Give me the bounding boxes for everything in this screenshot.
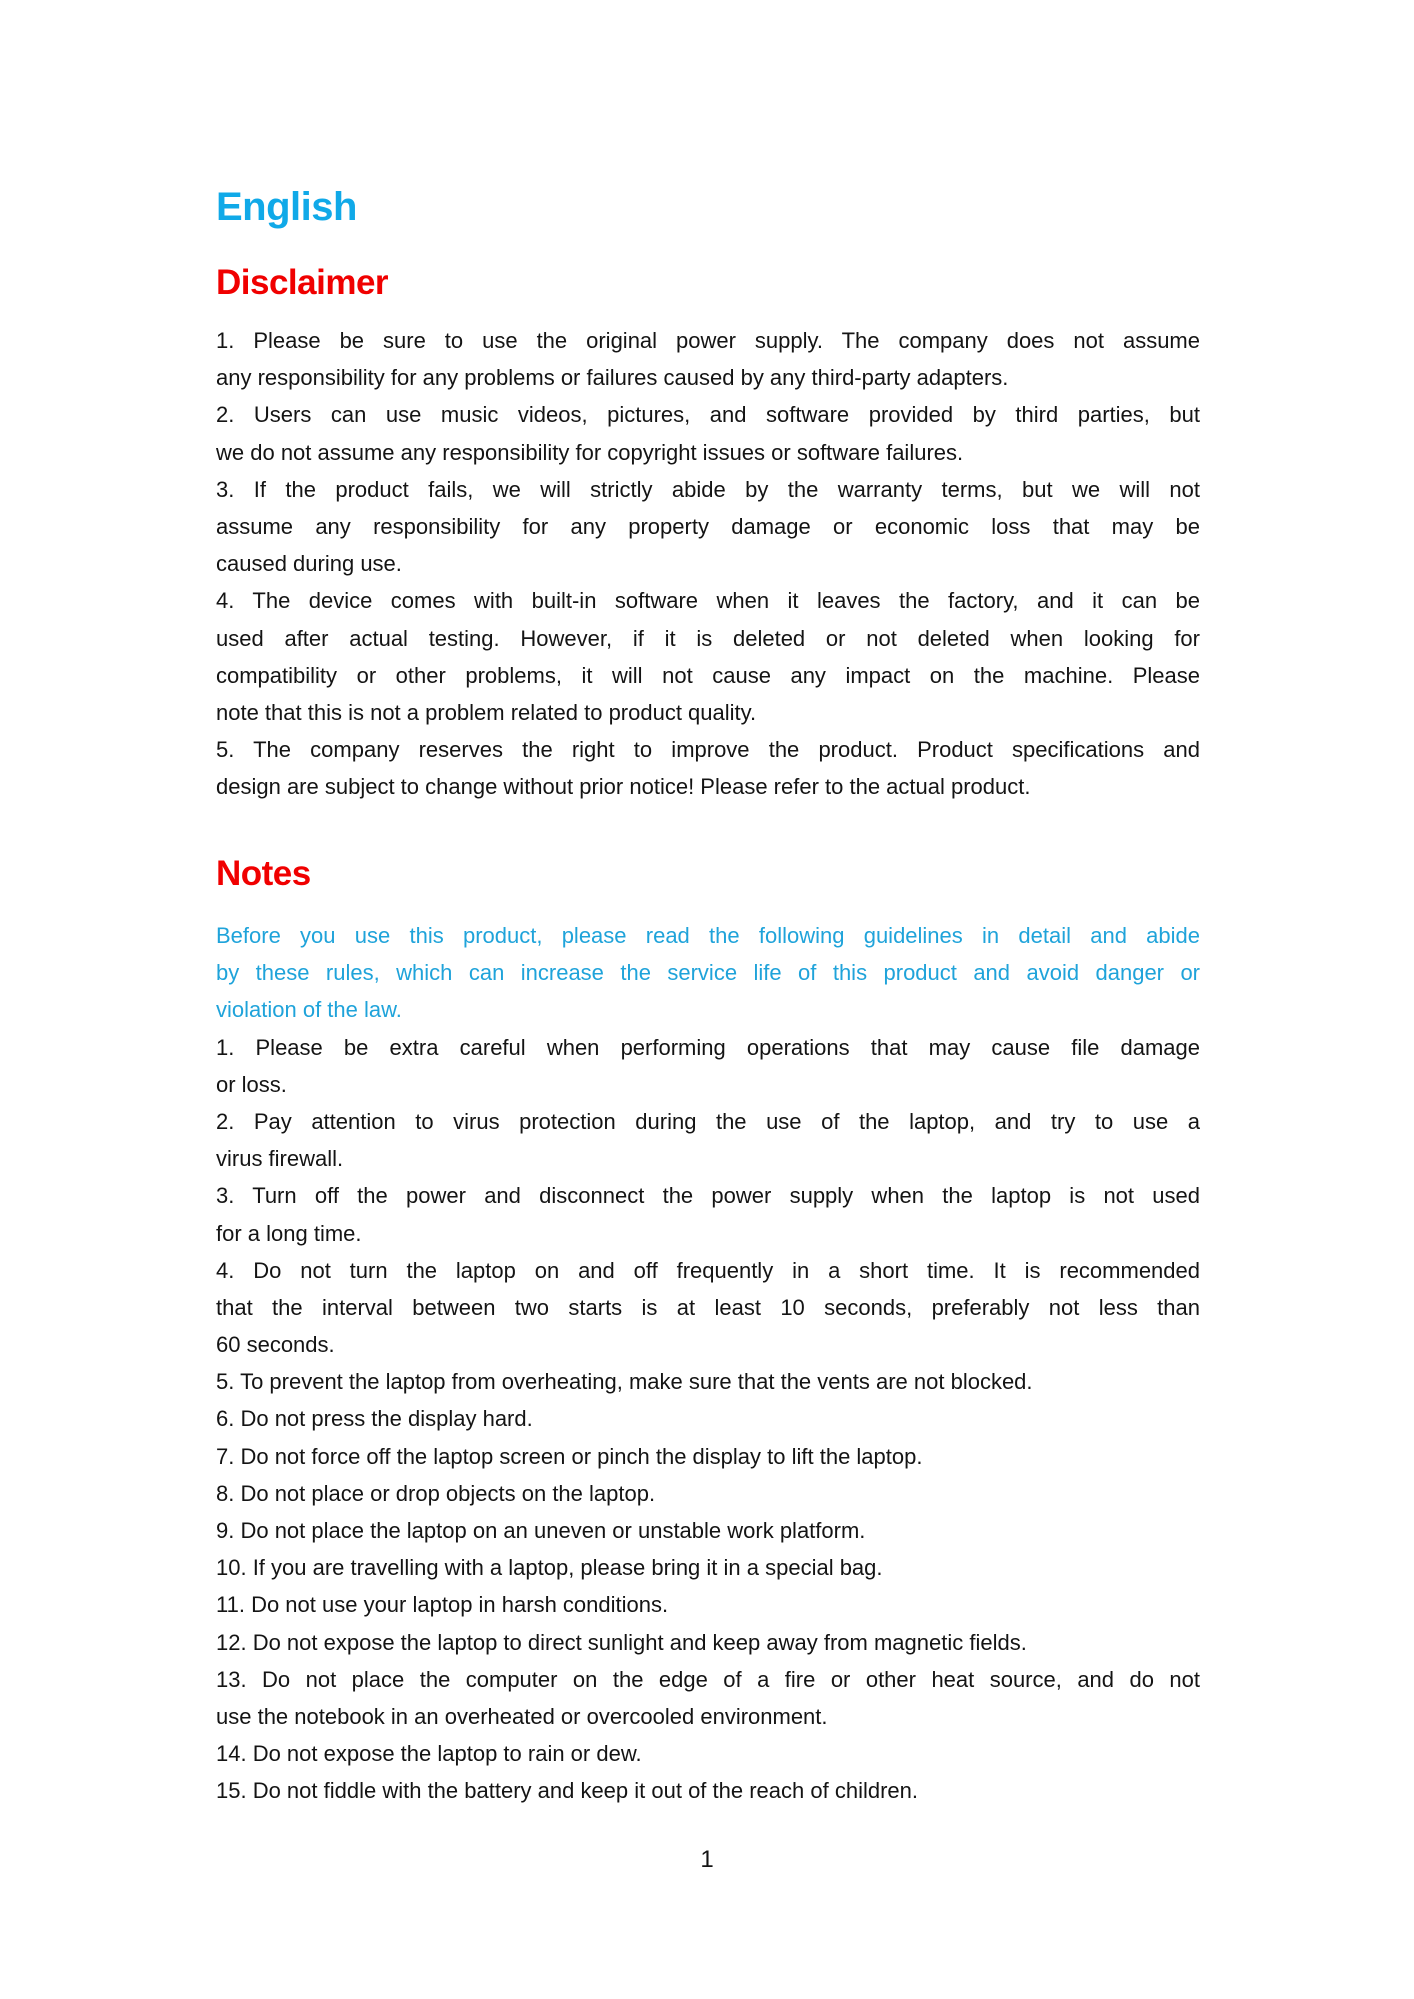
disclaimer-item bbox=[216, 471, 1200, 583]
text-line: for a long time. bbox=[216, 1220, 362, 1246]
disclaimer-item bbox=[216, 396, 1200, 470]
notes-item bbox=[216, 1475, 1200, 1512]
text-line: 2. Users can use music videos, pictures, and software provided by third parties, but bbox=[216, 402, 1200, 428]
disclaimer-heading: Disclaimer bbox=[216, 263, 389, 302]
notes-heading: Notes bbox=[216, 854, 311, 893]
text-line: or loss. bbox=[216, 1071, 287, 1097]
text-line: 11. Do not use your laptop in harsh conditions. bbox=[216, 1592, 669, 1618]
text-line: 15. Do not fiddle with the battery and keep it out of the reach of children. bbox=[216, 1778, 918, 1804]
page-number: 1 bbox=[700, 1846, 714, 1873]
notes-item bbox=[216, 1586, 1200, 1623]
notes-item bbox=[216, 1624, 1200, 1661]
text-line: 4. The device comes with built-in software when it leaves the factory, and it can be bbox=[216, 588, 1200, 614]
text-line: 1. Please be extra careful when performing operations that may cause file damage bbox=[216, 1034, 1200, 1060]
text-line: that the interval between two starts is at least 10 seconds, preferably not less than bbox=[216, 1294, 1200, 1320]
text-line: 6. Do not press the display hard. bbox=[216, 1406, 533, 1432]
text-line: virus firewall. bbox=[216, 1146, 344, 1172]
notes-intro bbox=[216, 917, 1200, 1029]
text-line: 5. The company reserves the right to improve the product. Product specifications and bbox=[216, 737, 1200, 763]
notes-item bbox=[216, 1252, 1200, 1364]
text-line: 9. Do not place the laptop on an uneven or unstable work platform. bbox=[216, 1518, 866, 1543]
disclaimer-item bbox=[216, 731, 1200, 805]
notes-item bbox=[216, 1363, 1200, 1400]
text-line: 10. If you are travelling with a laptop, please bring it in a special bag. bbox=[216, 1555, 883, 1581]
text-line: 2. Pay attention to virus protection during the use of the laptop, and try to use a bbox=[216, 1108, 1200, 1134]
notes-item bbox=[216, 1735, 1200, 1772]
notes-item bbox=[216, 1103, 1200, 1177]
text-line: 14. Do not expose the laptop to rain or dew. bbox=[216, 1741, 642, 1767]
notes-section bbox=[216, 917, 1200, 1810]
text-line: by these rules, which can increase the service life of this product and avoid danger or bbox=[216, 960, 1200, 986]
notes-item bbox=[216, 1549, 1200, 1586]
text-line: 3. Turn off the power and disconnect the power supply when the laptop is not used bbox=[216, 1183, 1200, 1209]
language-heading: English bbox=[216, 185, 357, 229]
disclaimer-item bbox=[216, 322, 1200, 396]
text-line: violation of the law. bbox=[216, 997, 402, 1023]
text-line: Before you use this product, please read the following guidelines in detail and abide bbox=[216, 923, 1200, 948]
notes-item bbox=[216, 1438, 1200, 1475]
text-line: compatibility or other problems, it will not cause any impact on the machine. Please bbox=[216, 662, 1200, 688]
notes-item bbox=[216, 1029, 1200, 1103]
text-line: 3. If the product fails, we will strictly abide by the warranty terms, but we will not bbox=[216, 476, 1200, 502]
text-line: caused during use. bbox=[216, 551, 402, 577]
text-line: assume any responsibility for any property damage or economic loss that may be bbox=[216, 513, 1200, 539]
text-line: 4. Do not turn the laptop on and off frequently in a short time. It is recommended bbox=[216, 1257, 1200, 1283]
text-line: 60 seconds. bbox=[216, 1332, 335, 1358]
text-line: 5. To prevent the laptop from overheating, make sure that the vents are not blocked. bbox=[216, 1369, 1033, 1395]
text-line: 12. Do not expose the laptop to direct sunlight and keep away from magnetic fields. bbox=[216, 1629, 1027, 1655]
disclaimer-list bbox=[216, 322, 1200, 805]
text-line: any responsibility for any problems or failures caused by any third-party adapters. bbox=[216, 365, 1009, 391]
text-line: note that this is not a problem related to product quality. bbox=[216, 699, 757, 725]
notes-item bbox=[216, 1512, 1200, 1549]
text-line: design are subject to change without prior notice! Please refer to the actual product. bbox=[216, 774, 1031, 800]
text-line: 1. Please be sure to use the original power supply. The company does not assume bbox=[216, 328, 1200, 353]
text-line: 7. Do not force off the laptop screen or pinch the display to lift the laptop. bbox=[216, 1443, 923, 1469]
text-line: used after actual testing. However, if it is deleted or not deleted when looking for bbox=[216, 625, 1200, 651]
notes-item bbox=[216, 1177, 1200, 1251]
text-line: 8. Do not place or drop objects on the laptop. bbox=[216, 1480, 656, 1506]
text-line: use the notebook in an overheated or overcooled environment. bbox=[216, 1703, 828, 1729]
disclaimer-item bbox=[216, 582, 1200, 731]
notes-item bbox=[216, 1661, 1200, 1735]
text-line: we do not assume any responsibility for copyright issues or software failures. bbox=[216, 439, 964, 465]
text-line: 13. Do not place the computer on the edge of a fire or other heat source, and do not bbox=[216, 1666, 1200, 1692]
notes-item bbox=[216, 1772, 1200, 1809]
notes-item bbox=[216, 1400, 1200, 1437]
